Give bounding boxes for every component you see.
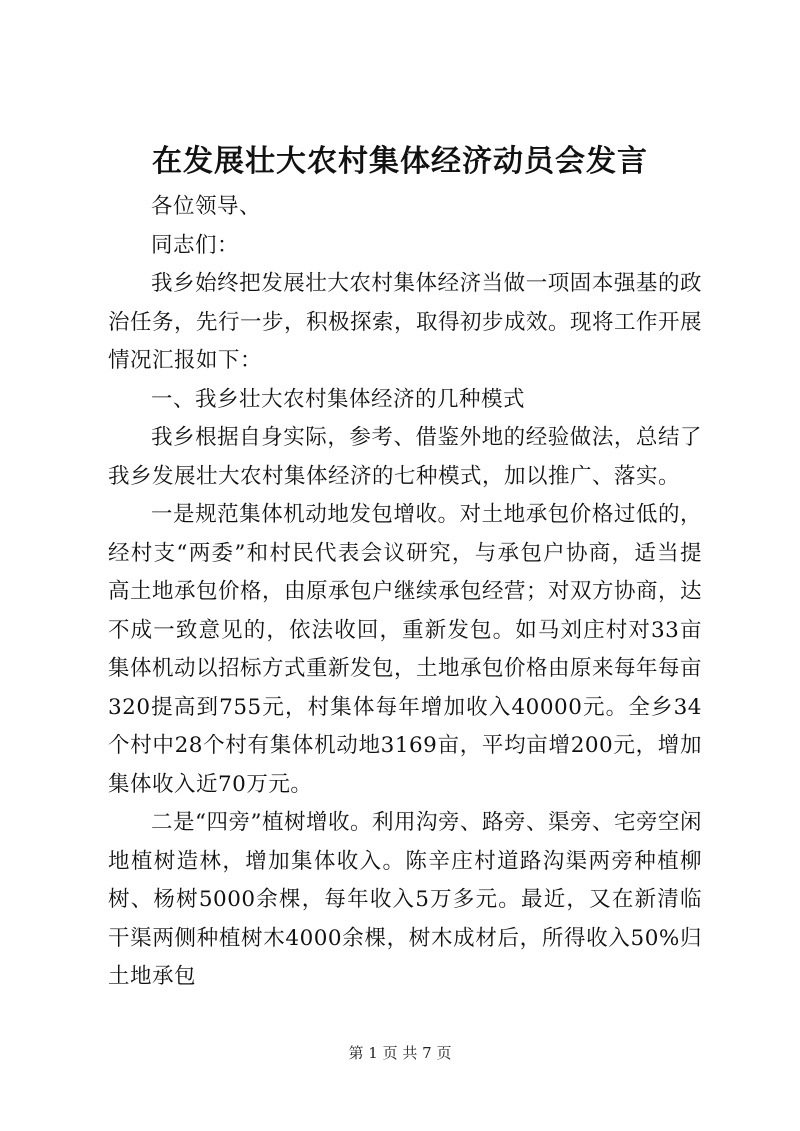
mode-two-paragraph: 二是“四旁”植树增收。利用沟旁、路旁、渠旁、宅旁空闲地植树造林，增加集体收入。陈辛庄村道路沟渠两旁种植柳树、杨树5000余棵，每年收入5万多元。最近，又在新清临干渠两侧种植树木4000余棵，树木成材后，所得收入50%归土地承包 <box>108 810 702 989</box>
document-title: 在发展壮大农村集体经济动员会发言 <box>152 144 648 179</box>
mode-one-paragraph: 一是规范集体机动地发包增收。对土地承包价格过低的，经村支“两委”和村民代表会议研究，与承包户协商，适当提高土地承包价格，由原承包户继续承包经营；对双方协商，达不成一致意见的，依法收回，重新发包。如马刘庄村对33亩集体机动以招标方式重新发包，土地承包价格由原来每年每亩320提高到755元，村集体每年增加收入40000元。全乡34个村中28个村有集体机动地3169亩，平均亩增200元，增加集体收入近70万元。 <box>108 502 703 797</box>
salutation-line-1: 各位领导、 <box>151 194 262 219</box>
salutation-line-2: 同志们： <box>151 232 240 258</box>
intro-paragraph: 我乡始终把发展壮大农村集体经济当做一项固本强基的政治任务，先行一步，积极探索，取得初步成效。现将工作开展情况汇报如下： <box>108 271 703 373</box>
section-heading: 一、我乡壮大农村集体经济的几种模式 <box>151 386 526 412</box>
page-footer: 第 1 页 共 7 页 <box>348 1044 452 1062</box>
section-intro-paragraph: 我乡根据自身实际，参考、借鉴外地的经验做法，总结了我乡发展壮大农村集体经济的七种模式，加以推广、落实。 <box>108 425 702 489</box>
document-body <box>108 188 702 997</box>
